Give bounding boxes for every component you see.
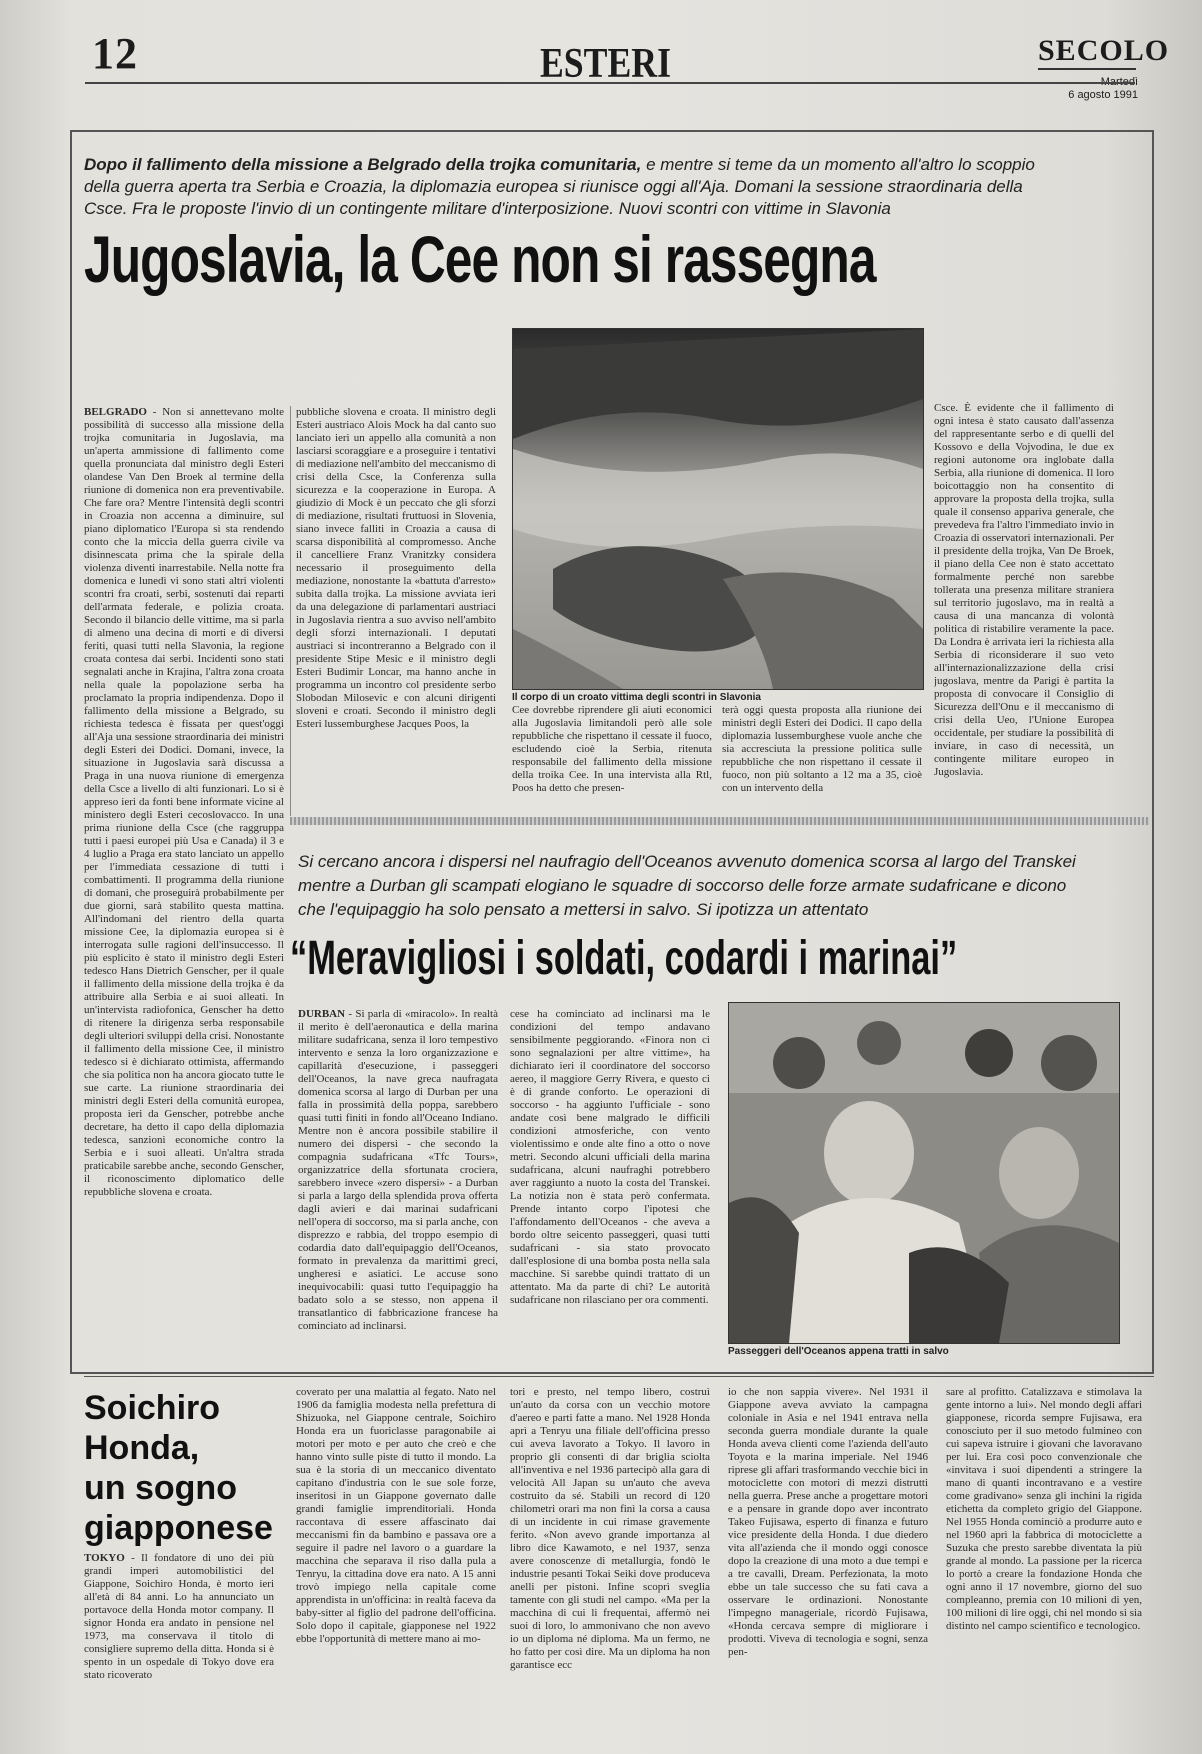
story1-column-4: terà oggi questa proposta alla riunione dei ministri degli Esteri dei Dodici. Il capo della diplomazia lussemburghese vuole anche che sia accresciuta la pressione politica sulle repubbliche che non rispettano il cessate il fuoco, non più soltanto a 12 ma a 35, cioè con un intervento della: [722, 704, 922, 794]
story2-kicker: Si cercano ancora i dispersi nel naufragio dell'Oceanos avvenuto domenica scorsa al largo del Transkei mentre a Durban gli scampati elogiano le squadre di soccorso delle forze armate sudafricane e dicono che l'equipaggio ha solo pensato a mettersi in salvo. Si ipotizza un attentato: [298, 852, 1076, 919]
story1-photo: [512, 328, 924, 690]
story2-headline: “Meravigliosi i soldati, codardi i marinai”: [290, 932, 958, 985]
issue-date-text: 6 agosto 1991: [1068, 89, 1138, 101]
croat-victim-photo: [513, 329, 923, 689]
story1-column-1: [84, 406, 284, 1374]
story1-column-5: Csce. È evidente che il fallimento di ogni intesa è stato causato dall'assenza del rappresentante serbo e di quelli del Kossovo e della Vojvodina, le due ex regioni autonome ora inglobate dalla Serbia, alla riunione di domenica. Il loro boicottaggio non ha consentito di approvare la proposta della trojka, sulla quale il consenso appariva generale, che prevedeva fra l'altro l'immediato invio in Croazia di osservatori internazionali. Per il presidente della trojka, Van De Broek, il piano della Cee non è stato accettato formalmente perché non sarebbe tollerata una presenza militare straniera sul territorio jugoslavo, ma in realtà a causa di una mancanza di volontà politica di ristabilire veramente la pace. Da Londra è arrivata ieri la richiesta alla Serbia di riconsiderare il suo veto all'internazionalizzazione della crisi jugoslava, mentre da Parigi è partita la proposta di convocare il Consiglio di Sicurezza dell'Onu e il meccanismo di crisi della Ueo, l'Unione Europea occidentale, per studiare la possibilità di inviare, in caso di necessità, un contingente militare europeo in Jugoslavia.: [934, 402, 1114, 778]
story2-column-1: [298, 1008, 498, 1362]
story3-column-4: io che non sappia vivere». Nel 1931 il Giappone aveva avviato la campagna coloniale in Asia e nel 1941 entrava nella seconda guerra mondiale durante la quale Honda aveva clienti come l'azienda dell'auto Toyota e la marina imperiale. Nel 1946 riprese gli affari trasformando vecchie bici in motociclette con motori di mezzi distrutti nella guerra. Prese anche a progettare motori e a pensare in grande dopo aver incontrato Takeo Fujisawa, esperto di finanza e futuro vice presidente della Honda. I due diedero vita all'azienda che il mondo oggi conosce dopo la creazione di una moto a due tempi e a tre cavalli, Dream. Perfezionata, la moto ebbe un tale successo che su fati cava a osservare le ordinazioni. Nonostante l'impegno manageriale, ricordò Fujisawa, «Honda cercava sempre di migliorare i prodotti. Viveva di tecnologia e sogni, senza pen-: [728, 1386, 928, 1658]
page-number: 12: [92, 29, 138, 78]
story2-dateline: DURBAN: [298, 1008, 346, 1020]
story1-headline: Jugoslavia, la Cee non si rassegna: [84, 223, 876, 297]
story3-headline-line-2: Honda,: [84, 1429, 200, 1467]
story3-column-2: coverato per una malattia al fegato. Nato nel 1906 da famiglia modesta nella prefettura di Shizuoka, nel Giappone centrale, Soichiro Honda era un fuoriclasse paragonabile ai motori per moto e per auto che creò e che hanno vinto sulle piste di tutto il mondo. La sua è la storia di un meccanico diventato capitano d'industria con le sue sole forze, inseritosi in un Giappone governato dalle grandi famiglie imprenditoriali. Honda raccontava di essere affascinato dai meccanismi fin da bambino e passava ore a seguire il padre nel lavoro o a guardare la macchina che separava il riso dalla pula a Tenryu, la cittadina dove era nato. A 15 anni trovò impiego nella capitale come apprendista in un'officina: in realtà faceva da baby-sitter al figlio del padrone dell'officina. Solo dopo il capitale, giapponese nel 1922 ebbe l'opportunità di mettere mano ai mo-: [296, 1386, 496, 1645]
masthead-rule: [1038, 68, 1136, 70]
section-title: ESTERI: [540, 41, 671, 87]
story2-column-2: cese ha cominciato ad inclinarsi ma le condizioni del tempo andavano sensibilmente peggiorando. «Finora non ci sono segnalazioni per altre vittime», ha dichiarato ieri il coordinatore del soccorso aereo, il maggiore Gerry Rivera, e questo ci è di grande conforto. Le operazioni di soccorso - ha aggiunto l'ufficiale - sono andate così bene malgrado le difficili condizioni atmosferiche, con vento violentissimo e onde alte fino a otto o nove metri. Secondo alcuni ufficiali della marina sudafricana, alcuni naufraghi potrebbero aver raggiunto a nuoto la costa del Transkei. La notizia non è stata però confermata. Prende intanto corpo l'ipotesi che l'affondamento dell'Oceanos - che aveva a bordo oltre seicento passeggeri, quasi tutti sudafricani - sia stato provocato dall'esplosione di una bomba posta nella sala macchine. Si sarebbe quindi trattato di un attentato. Ma da parte di chi? Le autorità sudafricane non rilasciano per ora commenti.: [510, 1008, 710, 1306]
story3-column-1: [84, 1552, 274, 1742]
story2-col1-text: - Si parla di «miracolo». In realtà il merito è dell'aeronautica e della marina militare sudafricana, senza il loro tempestivo intervento e senza la loro organizzazione e capillarità d'esecuzione, i passeggeri dell'Oceanos, la nave greca naufragata domenica scorsa al largo di Durban per una falla in prossimità della poppa, sarebbero quasi tutti finiti in fondo all'Oceano Indiano. Mentre non è ancora possibile stabilire il numero dei dispersi - che secondo la compagnia sudafricana «Tfc Tours», organizzatrice della sfortunata crociera, sarebbero invece «zero dispersi» - a Durban si parla a largo della splendida prova offerta dagli avieri e dai marinai sudafricani nell'opera di soccorso, ma si parla anche, con disprezzo e rabbia, del troppo esempio di codardia dato dall'equipaggio dell'Oceanos, formato in prevalenza da marittimi greci, ungheresi e asiatici. Le accuse sono inequivocabili: quasi tutto l'equipaggio ha badato solo a se stesso, non appena il transatlantico di fabbricazione francese ha cominciato ad inclinarsi.: [298, 1008, 498, 1332]
story1-kicker: [84, 154, 1044, 220]
story1-column-2: pubbliche slovena e croata. Il ministro degli Esteri austriaco Alois Mock ha dal canto suo lanciato ieri un appello alla comunità a non lasciarsi scoraggiare e a proseguire i tentativi di mediazione nell'ambito del meccanismo di crisi della Csce, la Conferenza sulla sicurezza e la cooperazione in Europa. A giudizio di Mock è un peccato che gli sforzi di mediazione, risultati fruttuosi in Slovenia, siano invece falliti in Croazia a causa di scarsa disponibilità al compromesso. Anche il cancelliere Franz Vranitzky considera necessario il proseguimento della mediazione, nonostante la «battuta d'arresto» subita dalla trojka. La missione avviata ieri da una delegazione di parlamentari austriaci in Jugoslavia rientra a suo avviso nell'ambito degli sforzi internazionali. I deputati austriaci si incontreranno a Belgrado con il presidente Stipe Mesic e il ministro degli Esteri Budimir Loncar, ma hanno anche in programma un incontro col presidente serbo Slobodan Milosevic e con alcuni dirigenti sloveni e croati. Secondo il ministro degli Esteri lussemburghese Jacques Poos, la: [296, 406, 496, 730]
masthead: SECOLO: [1038, 34, 1170, 67]
story3-top-rule: [84, 1376, 1154, 1377]
story3-column-3: tori e presto, nel tempo libero, costruì un'auto da corsa con un vecchio motore d'aereo e parti fatte a mano. Nel 1928 Honda aprì a Tenryu una filiale dell'officina presso cui aveva lavorato a Tokyo. Il lavoro in proprio gli consentì di dar briglia sciolta all'inventiva e nel 1936 partecipò alla gara di velocità All Japan su un'auto che aveva costruito da sé. Stabilì un record di 120 chilometri orari ma non finì la corsa a causa di un incidente in cui rimase gravemente ferito. «Non avevo grande importanza al libro dice Kawamoto, e nel 1937, senza avere conoscenze di metallurgia, fondò le industrie pesanti Tokai Seiki dove produceva anelli per pistoni. Infine scoprì sveglia tamente con gli studi nel campo. «Ma per la macchina di cui li frequentai, affermò nei suoi di loro, lo ammonivano che non avevo io un diploma né diploma. Ma un fermo, ne ho fatto per così dire. Ma un diploma ha non garantisce ecc: [510, 1386, 710, 1671]
story1-column-3: Cee dovrebbe riprendere gli aiuti economici alla Jugoslavia limitandoli però alle sole repubbliche che rispettano il cessate il fuoco, escludendo cioè la Serbia, ritenuta responsabile del fallimento della missione della troika Cee. In una intervista alla Rtl, Poos ha detto che presen-: [512, 704, 712, 794]
story3-headline-line-4: giapponese: [84, 1509, 273, 1547]
oceanos-passengers-photo: [729, 1003, 1119, 1343]
story3-headline-line-3: un sogno: [84, 1469, 237, 1507]
story1-col1-text: - Non si annettevano molte possibilità di successo alla missione della trojka comunitaria in Jugoslavia, ma un'aperta ammissione di fallimento come quella pronunciata dal ministro degli Esteri olandese Van Den Broek al termine della riunione di domenica non era preventivabile. Che fare ora? Mentre l'intensità degli scontri in Croazia non accenna a diminuire, sul piano diplomatico l'Europa si sta rendendo conto che la miccia della guerra civile va disinnescata prima che la spirale della violenza diventi inarrestabile. Nella notte fra domenica e lunedì vi sono stati altri violenti scontri fra croati, serbi, sostenuti dai reparti dell'armata federale, e polizia croata. Secondo il bilancio delle vittime, ma si parla di almeno una decina di morti e di diversi feriti, quasi tutti nella Slavonia, la regione croata contesa dai serbi. Incidenti sono stati segnalati anche in Krajina, l'altra zona croata nella quale la popolazione serba ha proclamato la propria indipendenza. Dopo il fallimento della missione a Belgrado, su richiesta tedesca è fissata per quest'oggi all'Aja una sessione straordinaria dei ministri degli Esteri dei Dodici. Domani, invece, la situazione in Jugoslavia sarà discussa a Praga in una nuova riunione di emergenza della Csce a livello di alti funzionari. Lo si è appreso ieri da fonti bene informate vicine al ministero degli Esteri cecoslovacco. In una prima riunione della Csce (che raggruppa tutti i paesi europei più Usa e Canada) il 3 e 4 luglio a Praga era stato lanciato un appello per l'immediata cessazione di tutti i combattimenti. Il programma della riunione di domani, che proseguirà probabilmente per due giorni, sarà stabilito questa mattina. All'indomani del rientro della quarta missione Cee, la diplomazia europea si è interrogata sulle ragioni dell'insuccesso. Il più esplicito è stato il ministro degli Esteri tedesco Hans Dietrich Genscher, per il quale il fallimento della missione della trojka è da attribuire alla Serbia e ai suoi alleati. In un'intervista radiofonica, Genscher ha detto di ritenere la dirigenza serba responsabile degli ulteriori sviluppi della crisi. Nonostante il fallimento della missione Cee, il ministro tedesco si è dichiarato ottimista, affermando che sia politica non ha ancora giocato tutte le sue carte. La riunione straordinaria dei ministri degli Esteri della comunità europea, proposta ieri da Genscher, potrebbe anche decretare, ha detto il capo della diplomazia tedesca, sanzioni economiche contro la Serbia e i suoi alleati. Un'altra strada praticabile sarebbe anche, secondo Genscher, il riconoscimento diplomatico delle repubbliche slovena e croata.: [84, 406, 284, 1198]
story1-photo-caption: Il corpo di un croato vittima degli scontri in Slavonia: [512, 692, 761, 703]
story1-kicker-bold: Dopo il fallimento della missione a Belgrado della trojka comunitaria,: [84, 155, 642, 174]
story2-photo-caption: Passeggeri dell'Oceanos appena tratti in salvo: [728, 1346, 949, 1357]
header-rule: [85, 82, 1135, 84]
issue-date: [1030, 76, 1138, 102]
column-divider: [290, 406, 291, 816]
story2-photo: [728, 1002, 1120, 1344]
story3-headline-line-1: Soichiro: [84, 1389, 221, 1427]
story-separator: [290, 817, 1150, 825]
story3-dateline: TOKYO: [84, 1552, 125, 1564]
story3-column-5: sare al profitto. Catalizzava e stimolava la gente intorno a lui». Nel mondo degli affari giapponese, ricorda sempre Fujisawa, era conosciuto per il suo metodo fulmineo con cui sapeva istruire i giovani che lavoravano per lui. Era così poco convenzionale che «invitava i suoi dipendenti a stringere la mano di quanti incontravano e a vestire come gradivano» senza gli inchini la rigida etichetta da completo grigio del Giappone. Nel 1955 Honda cominciò a produrre auto e nel 1960 aprì la fabbrica di motociclette a Suzuka che presto sarebbe diventata la più grande al mondo. La passione per la ricerca lo portò a creare la fondazione Honda che ogni anno il 17 novembre, giorno del suo compleanno, premia con 10 milioni di yen, 100 milioni di lire oggi, chi nel mondo si sia distinto nel campo scientifico e tecnologico.: [946, 1386, 1142, 1632]
story1-dateline: BELGRADO: [84, 406, 147, 418]
story3-col1-text: - Il fondatore di uno dei più grandi imperi automobilistici del Giappone, Soichiro Honda, è morto ieri all'età di 84 anni. Lo ha annunciato un portavoce della Honda motor company. Il signor Honda era andato in pensione nel 1973, ma conservava il titolo di consigliere supremo della ditta. Honda si è spento in un ospedale di Tokyo dove era stato ricoverato: [84, 1552, 274, 1681]
story3-headline: [84, 1388, 273, 1548]
issue-weekday: Martedì: [1100, 76, 1138, 88]
story1-kicker-rest: e mentre si teme da un momento all'altro lo scoppio della guerra aperta tra Serbia e Croazia, la diplomazia europea si riunisce oggi all'Aja. Domani la sessione straordinaria della Csce. Fra le proposte l'invio di un contingente militare d'interposizione. Nuovi scontri con vittime in Slavonia: [84, 155, 1035, 218]
